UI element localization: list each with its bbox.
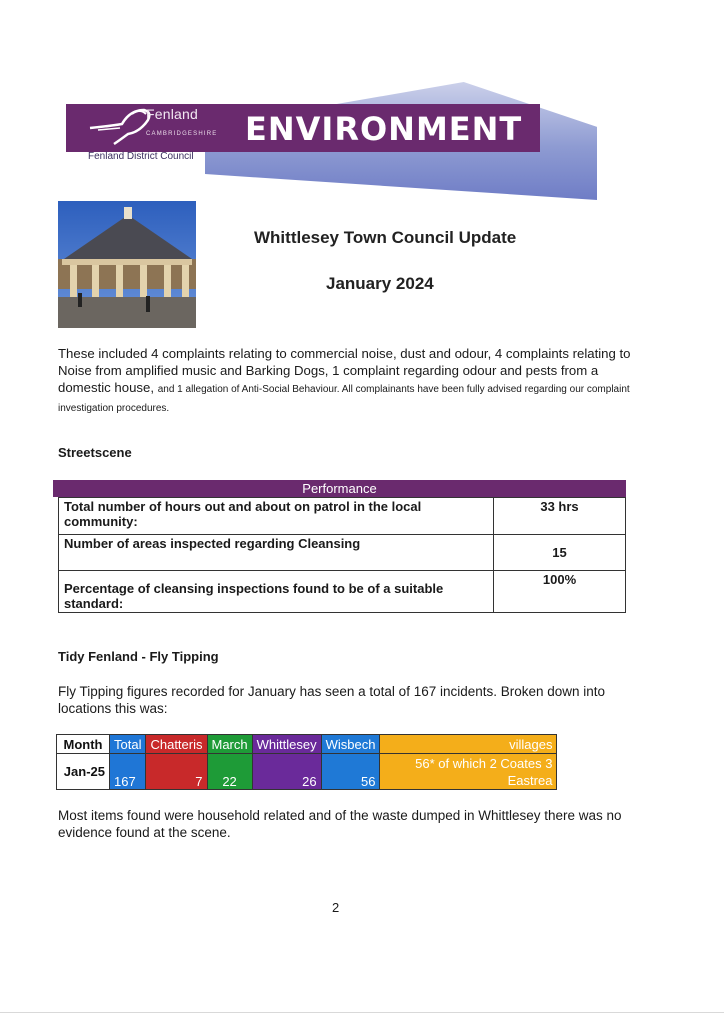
performance-value: 15 [494, 535, 626, 571]
page-number: 2 [332, 900, 340, 915]
performance-label: Percentage of cleansing inspections found to be of a suitable standard: [59, 571, 494, 613]
performance-value: 33 hrs [494, 498, 626, 535]
cell-villages: 56* of which 2 Coates 3 Eastrea [380, 754, 557, 790]
section-title: ENVIRONMENT [245, 110, 523, 148]
table-row [59, 498, 626, 535]
intro-small-text: and 1 allegation of Anti-Social Behaviour. All complainants have been fully advised regarding our complaint investigation procedures. [58, 384, 630, 414]
intro-paragraph [58, 345, 633, 417]
performance-label: Number of areas inspected regarding Cleansing [59, 535, 494, 571]
performance-table-header: Performance [53, 480, 626, 497]
fly-tipping-table [56, 734, 557, 790]
cell-chatteris: 7 [146, 754, 207, 790]
performance-table [58, 497, 626, 613]
buttercross-photo [58, 201, 196, 328]
page-bottom-divider [0, 1012, 724, 1013]
table-row [59, 571, 626, 613]
intro-main-text: These included 4 complaints relating to commercial noise, dust and odour, 4 complaints relating to Noise from amplified music and Barking Dogs, 1 complaint regarding odour and pests from a domestic house, [58, 346, 631, 395]
cell-total: 167 [110, 754, 146, 790]
report-date: January 2024 [326, 274, 434, 293]
cell-march: 22 [207, 754, 252, 790]
fly-tipping-intro: Fly Tipping figures recorded for January has seen a total of 167 incidents. Broken down into locations this was: [58, 684, 606, 716]
cell-month: Jan-25 [57, 754, 110, 790]
fly-tipping-heading: Tidy Fenland - Fly Tipping [58, 649, 219, 664]
column-header-chatteris: Chatteris [146, 735, 207, 754]
column-header-month: Month [57, 735, 110, 754]
column-header-villages: villages [380, 735, 557, 754]
streetscene-heading: Streetscene [58, 445, 132, 460]
logo-subtitle: CAMBRIDGESHIRE [146, 131, 218, 137]
table-header-row [57, 735, 557, 754]
column-header-march: March [207, 735, 252, 754]
page-title: Whittlesey Town Council Update [254, 228, 517, 247]
column-header-wisbech: Wisbech [321, 735, 380, 754]
performance-label: Total number of hours out and about on patrol in the local community: [59, 498, 494, 535]
table-row [59, 535, 626, 571]
cell-wisbech: 56 [321, 754, 380, 790]
performance-value: 100% [494, 571, 626, 613]
column-header-whittlesey: Whittlesey [252, 735, 321, 754]
council-name: Fenland District Council [88, 151, 194, 162]
logo-name: Fenland [146, 106, 198, 122]
cell-whittlesey: 26 [252, 754, 321, 790]
column-header-total: Total [110, 735, 146, 754]
closing-paragraph: Most items found were household related and of the waste dumped in Whittlesey there was no evidence found at the scene. [58, 808, 622, 840]
table-row [57, 754, 557, 790]
